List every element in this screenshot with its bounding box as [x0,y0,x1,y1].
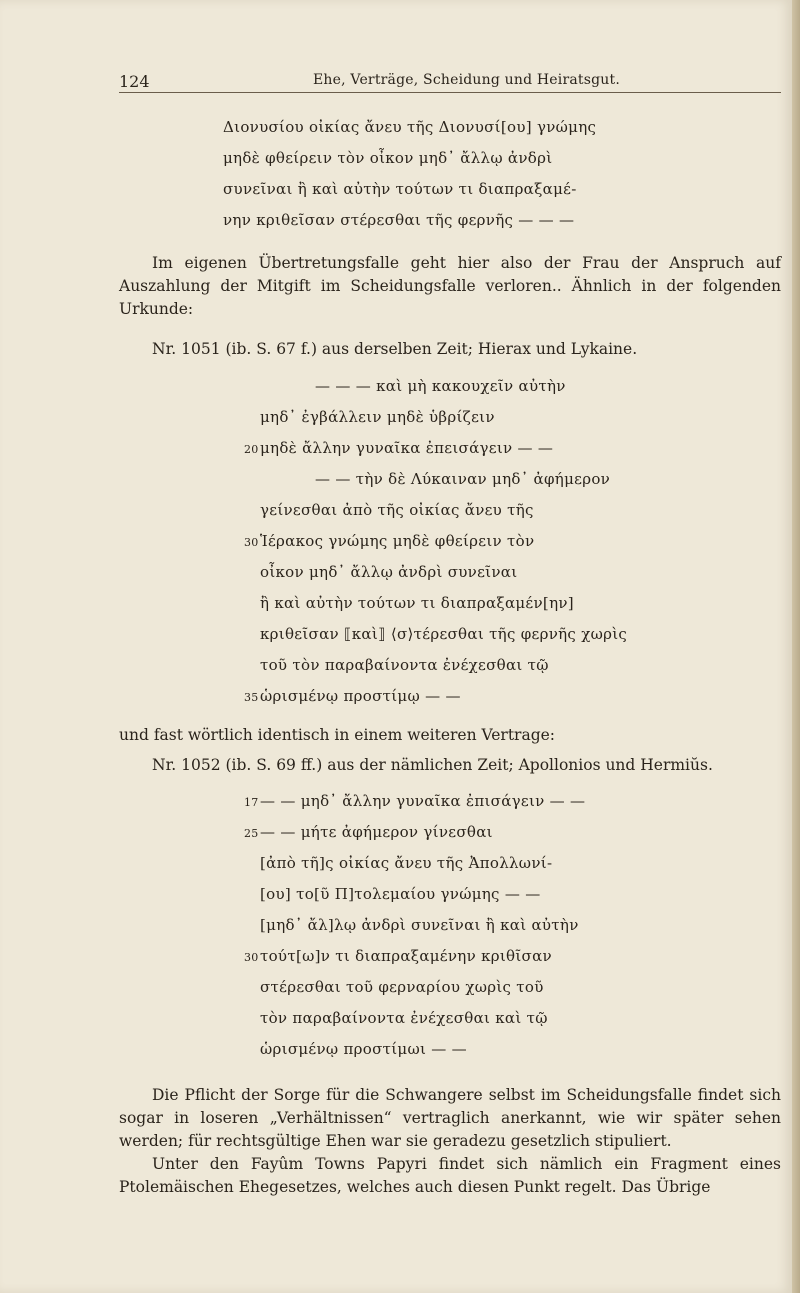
paragraph-1 [119,252,781,321]
document-reference-1051: Nr. 1051 (ib. S. 67 f.) aus derselben Zeit; Hierax und Lykaine. [152,340,638,358]
greek-line: — — τὴν δὲ Λύκαιναν μηδ᾽ ἀφήμερον [315,470,611,488]
paragraph-text: Im eigenen Übertretungsfalle geht hier also der Frau der Anspruch auf Auszahlung der Mitgift im Scheidungsfalle verloren.. Ähnlich in der folgenden Urkunde: [119,254,781,318]
line-number: 25 [244,827,259,840]
greek-line: — — — καὶ μὴ κακουχεῖν αὐτὴν [315,377,566,395]
greek-line: μηδὲ φθείρειν τὸν οἶκον μηδ᾽ ἄλλῳ ἀνδρὶ [223,149,553,167]
greek-line: τούτ[ω]ν τι διαπραξαμένην κριθῖσαν [260,947,552,965]
document-reference-1052: Nr. 1052 (ib. S. 69 ff.) aus der nämlichen Zeit; Apollonios und Hermiŭs. [152,756,713,774]
greek-line: οἶκον μηδ᾽ ἄλλῳ ἀνδρὶ συνεῖναι [260,563,518,581]
greek-line: συνεῖναι ἢ καὶ αὐτὴν τούτων τι διαπραξαμέ- [223,180,577,198]
greek-line: [μηδ᾽ ἄλ]λῳ ἀνδρὶ συνεῖναι ἢ καὶ αὐτὴν [260,916,579,934]
greek-line: στέρεσθαι τοῦ φερναρίου χωρὶς τοῦ [260,978,544,996]
greek-line: μηδὲ ἄλλην γυναῖκα ἐπεισάγειν — — [260,439,554,457]
greek-line: ἢ καὶ αὐτὴν τούτων τι διαπραξαμέν[ην] [260,594,574,612]
paragraph-2 [119,724,781,747]
paragraph-text: Die Pflicht der Sorge für die Schwangere selbst im Scheidungsfalle findet sich sogar in loseren „Verhältnissen“ vertraglich anerkannt, wie wir später sehen werden; für rechtsgültige Ehen war sie geradezu gesetzlich stipuliert. [119,1086,781,1150]
line-number: 20 [244,443,259,456]
paragraph-text: und fast wörtlich identisch in einem weiteren Vertrage: [119,726,556,744]
greek-line: κριθεῖσαν ⟦καὶ⟧ ⟨σ⟩τέρεσθαι τῆς φερνῆς χωρὶς [260,625,628,643]
greek-line: γείνεσθαι ἀπὸ τῆς οἰκίας ἄνευ τῆς [260,501,534,519]
line-number: 30 [244,536,259,549]
running-title: Ehe, Verträge, Scheidung und Heiratsgut. [313,72,620,88]
line-number: 17 [244,796,259,809]
paragraph-3 [119,1084,781,1199]
page-header [119,72,781,92]
greek-line: νην κριθεῖσαν στέρεσθαι τῆς φερνῆς — — — [223,211,575,229]
line-number: 35 [244,691,259,704]
greek-line: [ου] το[ῦ Π]τολεμαίου γνώμης — — [260,885,541,903]
header-rule [119,92,781,93]
greek-line: ὡρισμένῳ προστίμωι — — [260,1040,467,1058]
greek-line: τὸν παραβαίνοντα ἐνέχεσθαι καὶ τῷ [260,1009,548,1027]
greek-line: Ἱέρακος γνώμης μηδὲ φθείρειν τὸν [260,532,535,550]
line-number: 30 [244,951,259,964]
greek-line: τοῦ τὸν παραβαίνοντα ἐνέχεσθαι τῷ [260,656,549,674]
greek-line: μηδ᾽ ἐγβάλλειν μηδὲ ὑβρίζειν [260,408,495,426]
greek-line: Διονυσίου οἰκίας ἄνευ τῆς Διονυσί[ου] γνώμης [223,118,597,136]
page-edge [792,0,800,1293]
greek-line: ὡρισμένῳ προστίμῳ — — [260,687,461,705]
greek-line: — — μηδ᾽ ἄλλην γυναῖκα ἐπισάγειν — — [260,792,586,810]
paragraph-text: Unter den Fayûm Towns Papyri findet sich nämlich ein Fragment eines Ptolemäischen Ehegesetzes, welches auch diesen Punkt regelt. Das Übrige [119,1155,781,1196]
greek-line: — — μήτε ἀφήμερον γίνεσθαι [260,823,493,841]
page-number: 124 [119,72,150,91]
greek-line: [ἀπὸ τῆ]ς οἰκίας ἄνευ τῆς Ἀπολλωνί- [260,854,553,872]
